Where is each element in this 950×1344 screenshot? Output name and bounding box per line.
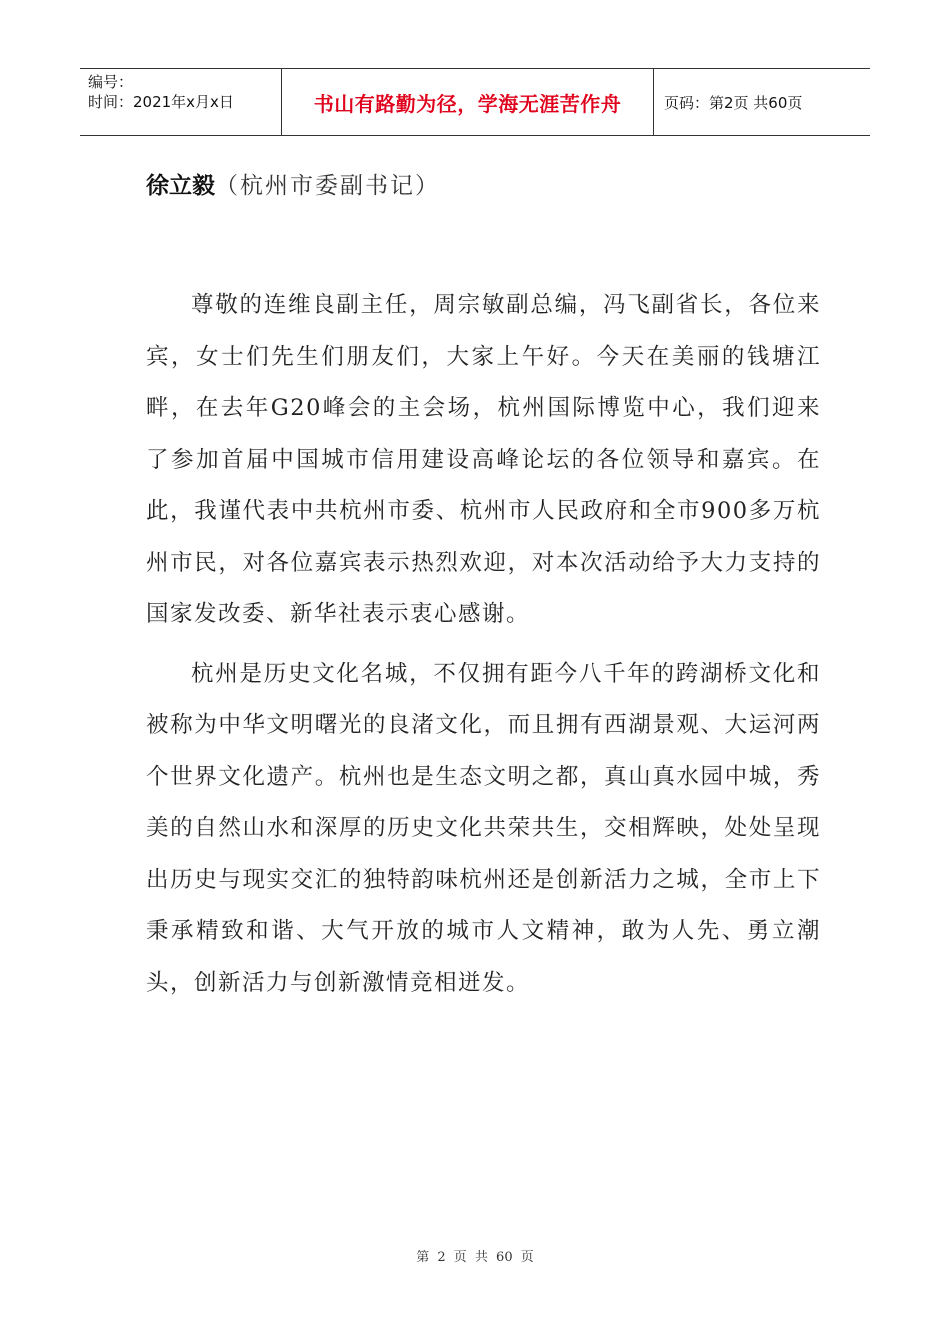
document-number-label: 编号： [88,73,134,91]
header-meta [80,69,282,135]
speech-paragraph-2: 杭州是历史文化名城，不仅拥有距今八千年的跨湖桥文化和被称为中华文明曙光的良渚文化，而且拥有西湖景观、大运河两个世界文化遗产。杭州也是生态文明之都，真山真水园中城，秀美的自然山水和深厚的历史文化共荣共生，交相辉映，处处呈现出历史与现实交汇的独特韵味杭州还是创新活力之城，全市上下秉承精致和谐、大气开放的城市人文精神，敢为人先、勇立潮头，创新活力与创新激情竞相迸发。 [146,660,821,996]
page-footer: 第 2 页 共 60 页 [416,1250,534,1265]
speech-paragraph-1: 尊敬的连维良副主任，周宗敏副总编，冯飞副省长，各位来宾，女士们先生们朋友们，大家上午好。今天在美丽的钱塘江畔，在去年G20峰会的主会场，杭州国际博览中心，我们迎来了参加首届中国城市信用建设高峰论坛的各位领导和嘉宾。在此，我谨代表中共杭州市委、杭州市人民政府和全市900多万杭州市民，对各位嘉宾表示热烈欢迎，对本次活动给予大力支持的国家发改委、新华社表示衷心感谢。 [146,292,821,627]
header-page-info: 页码：第2页 共60页 [664,93,803,112]
header-motto: 书山有路勤为径，学海无涯苦作舟 [282,69,654,135]
speaker-heading [146,168,440,204]
speaker-role: （杭州市委副书记） [215,173,440,199]
speaker-name: 徐立毅 [146,173,215,199]
document-header [80,68,870,136]
document-date: 时间：2021年x月x日 [88,93,234,111]
speech-body [146,280,821,1009]
